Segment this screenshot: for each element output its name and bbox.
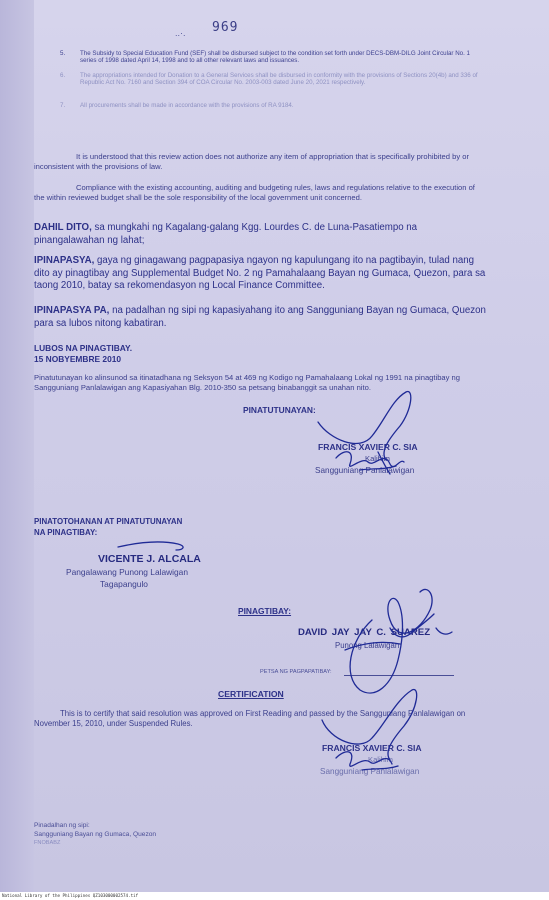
attest-label-line1: PINATOTOHANAN AT PINATUTUNAYAN [34, 517, 183, 526]
page-mark: ..·. [175, 28, 186, 38]
secretary-title-2: Kalihim [368, 755, 393, 764]
lead-text: DAHIL DITO, [34, 222, 92, 233]
cc-initials: FNOBABZ [34, 840, 61, 846]
vice-governor-role: Tagapangulo [100, 579, 148, 589]
secretary-office: Sangguniang Panlalawigan [315, 466, 415, 475]
page-number: 969 [212, 20, 239, 35]
signature-suarez [345, 589, 452, 693]
secretary-office-2: Sangguniang Panlalawigan [320, 767, 420, 776]
footer-text: National Library of the Philippines QZ103000002574.tif [2, 893, 139, 898]
secretary-name-2: FRANCIS XAVIER C. SIA [322, 743, 422, 753]
secretary-title: Kalihim [365, 454, 390, 463]
item-number: 6. [60, 72, 66, 79]
certification-heading: CERTIFICATION [218, 689, 284, 699]
item-text: The Subsidy to Special Education Fund (SEF) shall be disbursed subject to the condition set forth under DECS-DBM-DILG Joint Circular No. 1 series of 1998 dated April 14, 1998 and to all other relevant laws and issuances. [80, 50, 470, 65]
certification-text: This is to certify that said resolution was approved on First Reading and passed by the Sangguniang Panlalawigan on November 15, 2010, under Suspended Rules. [34, 709, 466, 728]
approval-date: 15 NOBYEMBRE 2010 [34, 354, 122, 364]
item-number: 5. [60, 50, 66, 57]
item-text: All procurements shall be made in accordance with the provisions of RA 9184. [80, 102, 294, 109]
paragraph-compliance: Compliance with the existing accounting, auditing and budgeting rules, laws and regulations relative to the execution of the within reviewed budget shall be the sole responsibility of the local government unit concerned. [34, 183, 475, 202]
item-text: The appropriations intended for Donation to a General Services shall be disbursed in conformity with the provisions of Sections 20(4b) and 336 of Republic Act No. 7160 and Section 394 of COA Circular No. 2003-003 dated June 20, 2021 respectively. [80, 72, 478, 87]
certification-tagalog: Pinatutunayan ko alinsunod sa itinatadhana ng Seksyon 54 at 469 ng Kodigo ng Pamahalaang Lokal ng 1991 na pinagtibay ng Sangguniang Panlalawigan ang Kapasiyahan Blg. 2010-350 sa petsang binabanggit sa unahan nito. [34, 373, 461, 392]
petsa-label: PETSA NG PAGPAPATIBAY: [260, 669, 332, 675]
signature-sia-2 [322, 690, 417, 770]
body-text: sa mungkahi ng Kagalang-galang Kgg. Lourdes C. de Luna-Pasatiempo na pinangalawahan ng lahat; [34, 222, 418, 246]
cc-label: Pinadalhan ng sipi: [34, 822, 90, 829]
signature-sia-1 [318, 392, 411, 474]
cc-recipient: Sangguniang Bayan ng Gumaca, Quezon [34, 831, 157, 838]
vice-governor-name: VICENTE J. ALCALA [98, 553, 201, 565]
body-text: na padalhan ng sipi ng kapasiyahang ito ang Sangguniang Bayan ng Gumaca, Quezon para sa lubos nitong kabatiran. [34, 305, 486, 329]
attest-label-line2: NA PINAGTIBAY: [34, 528, 98, 537]
vice-governor-title: Pangalawang Punong Lalawigan [66, 567, 189, 577]
lead-text: IPINAPASYA PA, [34, 305, 110, 316]
secretary-name: FRANCIS XAVIER C. SIA [318, 442, 418, 452]
governor-name: DAVID JAY JAY C. SUAREZ [298, 627, 431, 638]
body-text: gaya ng ginagawang pagpapasiya ngayon ng kapulungang ito na pagtibayin, tulad nang dito ay pinagtibay ang Supplemental Budget No. 2 ng Pamahalaang Bayan ng Gumaca, Quezon, para sa taong 2010, batay sa rekomendasyon ng Local Finance Committee. [34, 255, 486, 291]
item-number: 7. [60, 102, 66, 109]
pinagtibay-label: PINAGTIBAY: [238, 606, 292, 616]
signature-alcala [118, 542, 183, 550]
paragraph-understood: It is understood that this review action does not authorize any item of appropriation that is specifically prohibited by or inconsistent with the provisions of law. [34, 152, 469, 171]
approved-heading: LUBOS NA PINAGTIBAY. [34, 343, 133, 353]
governor-title: Punong Lalawigan [335, 641, 400, 650]
pinatutunayan-label: PINATUTUNAYAN: [243, 405, 316, 415]
lead-text: IPINAPASYA, [34, 255, 95, 266]
